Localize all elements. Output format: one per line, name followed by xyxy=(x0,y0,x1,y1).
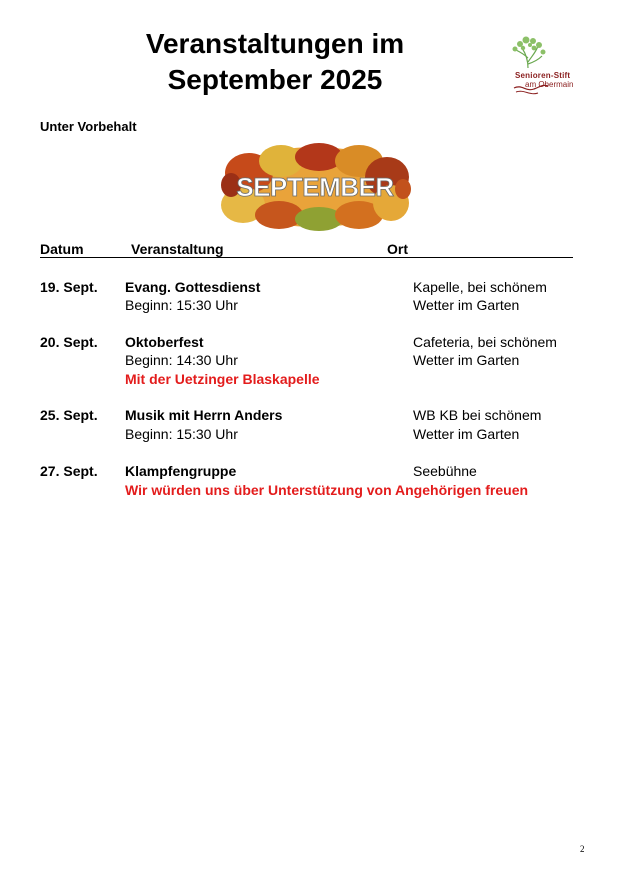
page-number: 2 xyxy=(580,844,585,854)
event-place-cont: Wetter im Garten xyxy=(413,352,520,368)
page-title xyxy=(120,26,430,98)
event-place: WB KB bei schönem xyxy=(413,407,542,423)
event-title: Klampfengruppe xyxy=(125,463,237,479)
event-place-cont: Wetter im Garten xyxy=(413,426,520,442)
event-note: Wir würden uns über Unterstützung von Angehörigen freuen xyxy=(125,482,529,498)
event-title: Evang. Gottesdienst xyxy=(125,279,261,295)
title-line-2: September 2025 xyxy=(167,64,383,95)
event-date: 19. Sept. xyxy=(40,279,98,295)
event-place: Kapelle, bei schönem xyxy=(413,279,547,295)
event-title: Oktoberfest xyxy=(125,334,204,350)
event-time: Beginn: 15:30 Uhr xyxy=(125,297,238,313)
event-date: 20. Sept. xyxy=(40,334,98,350)
event-title: Musik mit Herrn Anders xyxy=(125,407,283,423)
event-place-cont: Wetter im Garten xyxy=(413,297,520,313)
event-time: Beginn: 14:30 Uhr xyxy=(125,352,238,368)
title-line-1: Veranstaltungen im xyxy=(145,28,405,59)
event-date: 25. Sept. xyxy=(40,407,98,423)
column-header-date: Datum xyxy=(40,241,84,257)
column-header-place: Ort xyxy=(387,241,408,257)
event-place: Seebühne xyxy=(413,463,477,479)
logo-text-line1: Senioren-Stift xyxy=(515,71,571,80)
logo-text-line2: am Obermain xyxy=(525,80,574,89)
event-place: Cafeteria, bei schönem xyxy=(413,334,557,350)
disclaimer-text: Unter Vorbehalt xyxy=(40,119,137,134)
event-date: 27. Sept. xyxy=(40,463,98,479)
event-time: Beginn: 15:30 Uhr xyxy=(125,426,238,442)
event-note: Mit der Uetzinger Blaskapelle xyxy=(125,371,320,387)
september-banner xyxy=(219,143,411,231)
column-header-event: Veranstaltung xyxy=(131,241,224,257)
banner-text: SEPTEMBER xyxy=(236,172,394,202)
header-underline xyxy=(40,257,573,258)
